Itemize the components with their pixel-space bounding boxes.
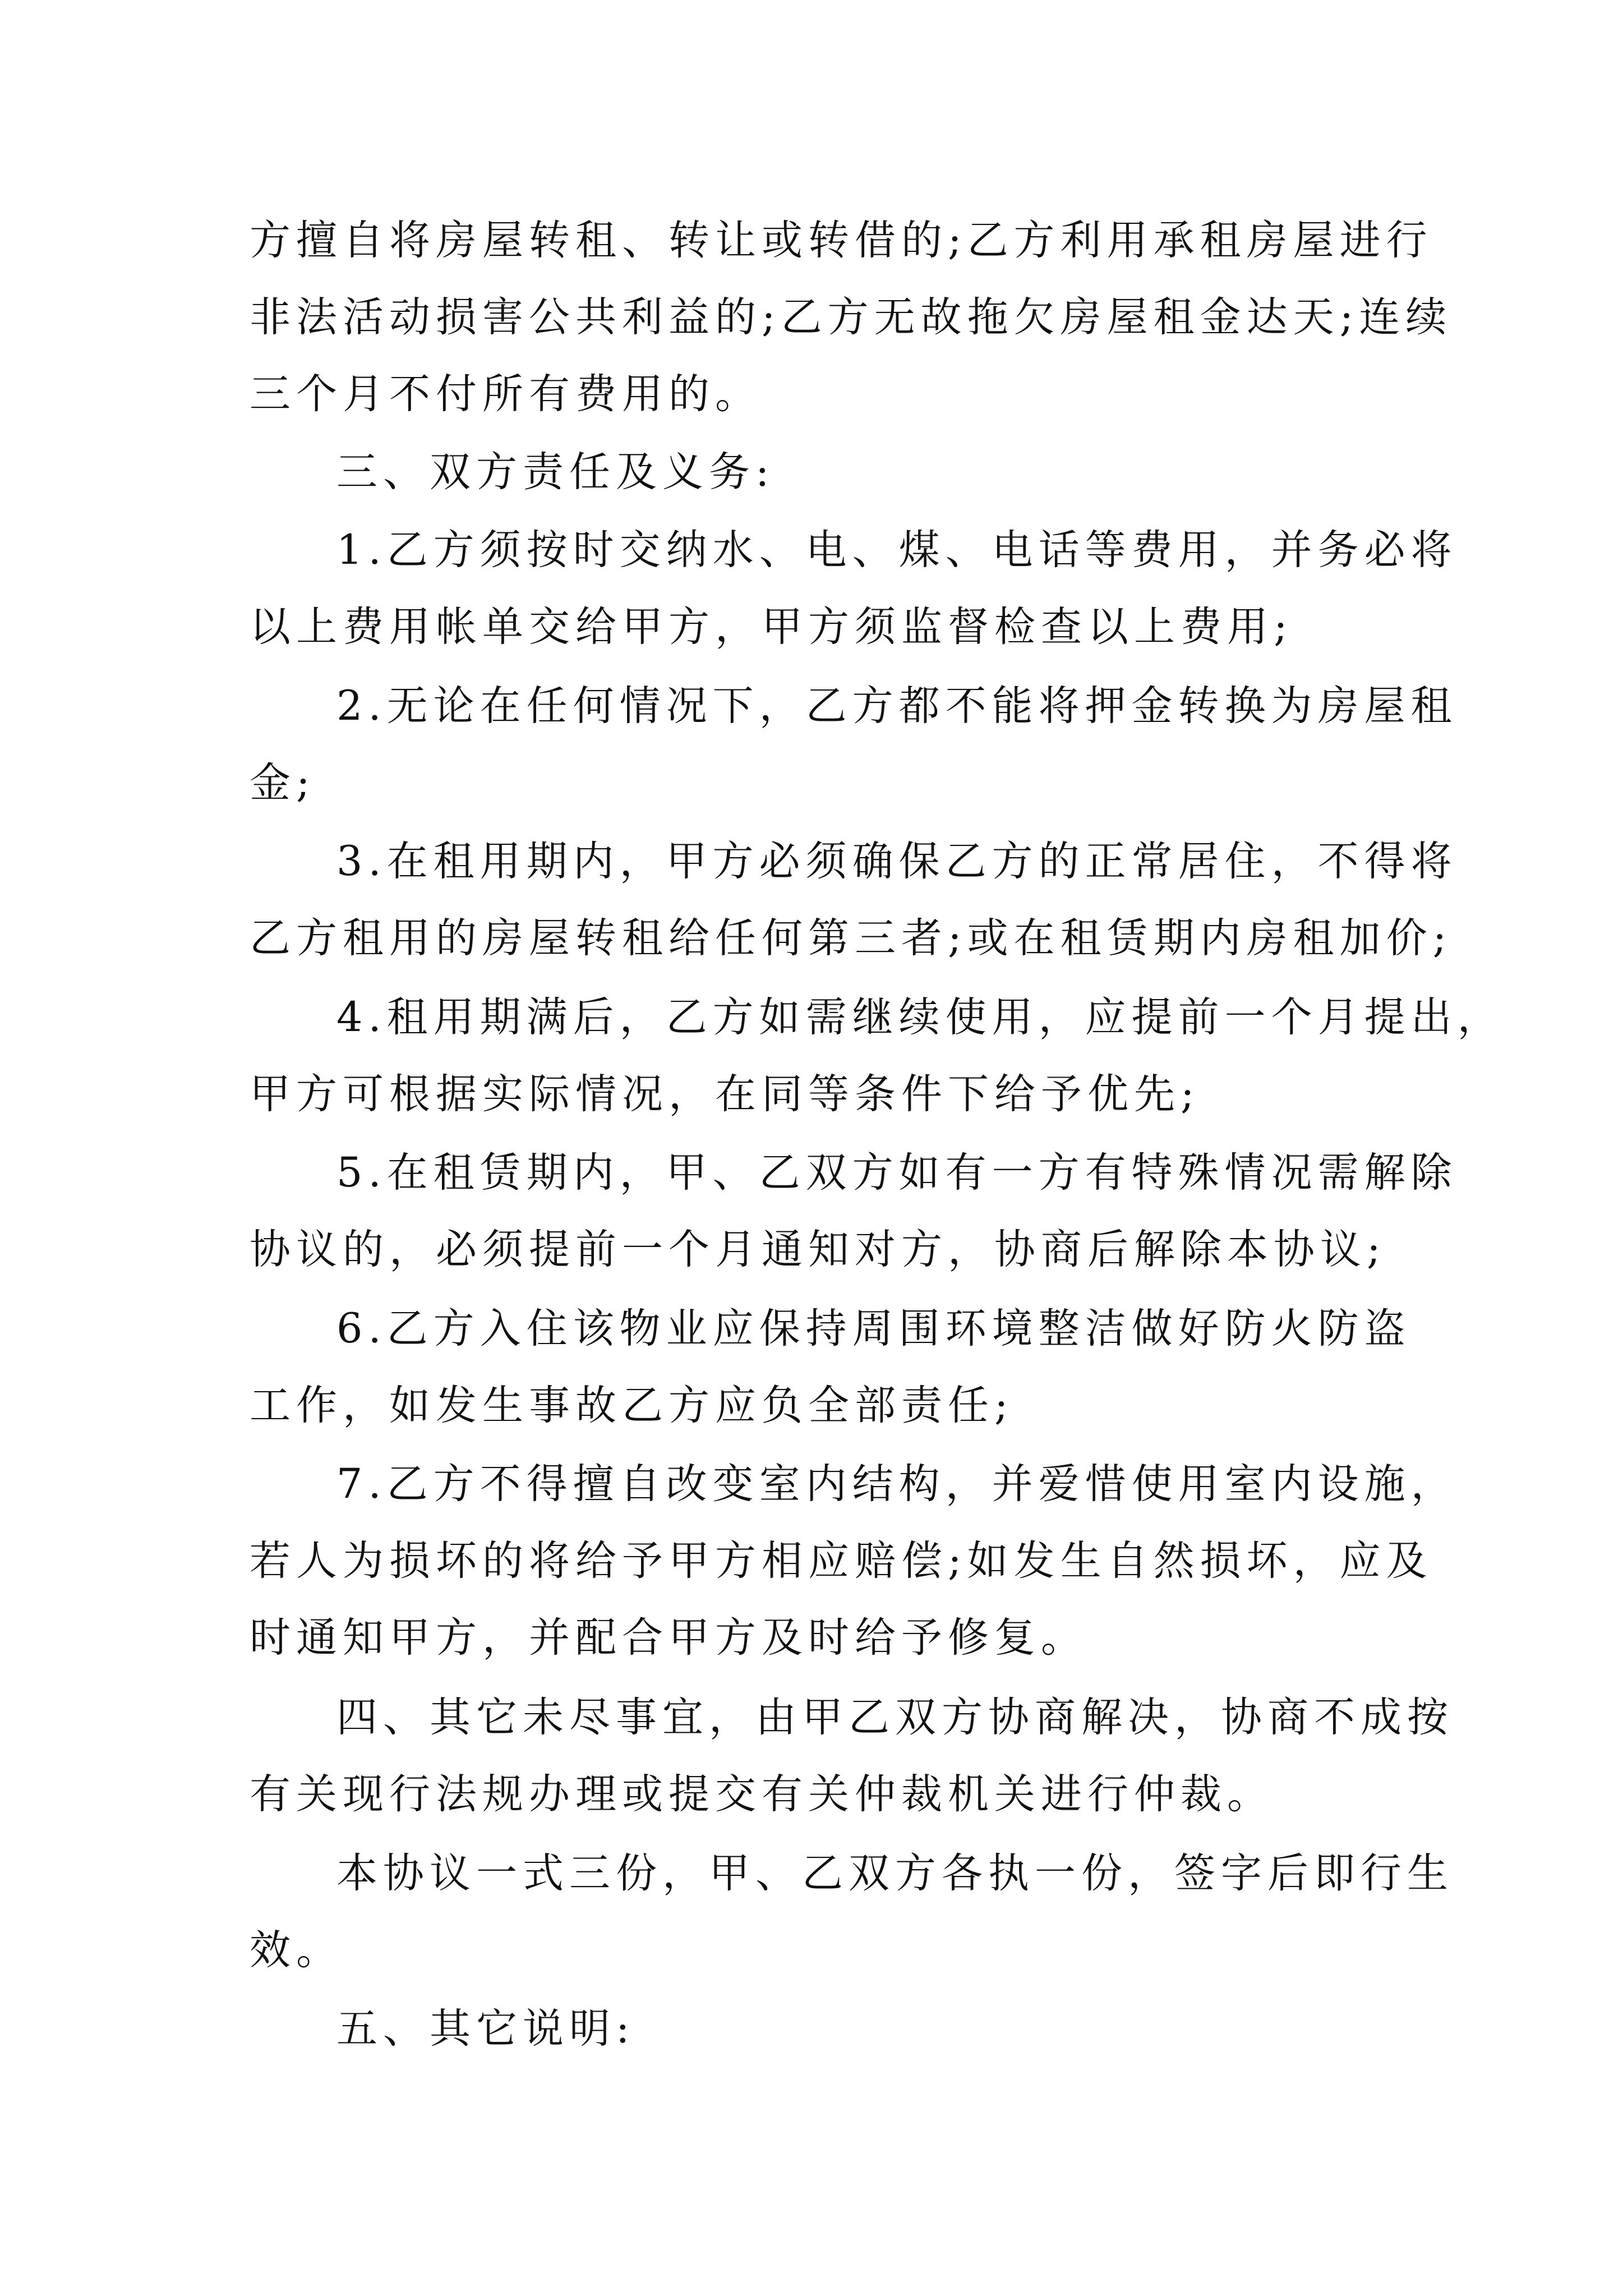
text-line: 5.在租赁期内，甲、乙双方如有一方有特殊情况需解除 — [336, 1149, 1458, 1197]
text-line: 若人为损坏的将给予甲方相应赔偿;如发生自然损坏，应及 — [250, 1537, 1433, 1585]
text-line: 7.乙方不得擅自改变室内结构，并爱惜使用室内设施， — [336, 1460, 1458, 1508]
text-line: 效。 — [250, 1926, 343, 1974]
agreement-copies-paragraph — [250, 1835, 1454, 1989]
text-line: 3.在租用期内，甲方必须确保乙方的正常居住，不得将 — [336, 838, 1458, 885]
text-line: 6.乙方入住该物业应保持周围环境整洁做好防火防盗 — [336, 1305, 1411, 1352]
clause-1 — [250, 512, 1458, 665]
clause-2 — [250, 668, 1458, 821]
text-line: 甲方可根据实际情况，在同等条件下给予优先; — [250, 1070, 1200, 1118]
clause-3 — [250, 823, 1458, 977]
text-line: 时通知甲方，并配合甲方及时给予修复。 — [250, 1614, 1087, 1662]
text-line: 方擅自将房屋转租、转让或转借的;乙方利用承租房屋进行 — [250, 217, 1433, 264]
text-line: 以上费用帐单交给甲方，甲方须监督检查以上费用; — [250, 603, 1293, 651]
text-line: 金; — [250, 759, 316, 807]
text-line: 非法活动损害公共利益的;乙方无故拖欠房屋租金达天;连续 — [250, 293, 1453, 341]
text-line: 四、其它未尽事宜，由甲乙双方协商解决，协商不成按 — [336, 1694, 1454, 1741]
clause-6 — [250, 1290, 1411, 1444]
clause-4 — [250, 979, 1504, 1133]
clause-5 — [250, 1134, 1458, 1288]
section-four — [250, 1679, 1454, 1833]
section-five-heading — [250, 1990, 1394, 2067]
text-line: 三、双方责任及义务: — [336, 448, 775, 496]
text-line: 2.无论在任何情况下，乙方都不能将押金转换为房屋租 — [336, 682, 1458, 730]
clause-7 — [250, 1446, 1458, 1676]
section-heading-three — [250, 434, 1394, 510]
text-line: 五、其它说明: — [336, 2005, 635, 2053]
text-line: 有关现行法规办理或提交有关仲裁机关进行仲裁。 — [250, 1770, 1274, 1818]
text-line: 1.乙方须按时交纳水、电、煤、电话等费用，并务必将 — [336, 526, 1458, 574]
text-line: 协议的，必须提前一个月通知对方，协商后解除本协议; — [250, 1226, 1386, 1273]
text-line: 三个月不付所有费用的。 — [250, 370, 762, 418]
text-line: 乙方租用的房屋转租给任何第三者;或在租赁期内房租加价; — [250, 914, 1453, 962]
text-line: 4.租用期满后，乙方如需继续使用，应提前一个月提出， — [336, 993, 1504, 1041]
text-line: 工作，如发生事故乙方应负全部责任; — [250, 1382, 1014, 1429]
paragraph-continuation — [250, 202, 1453, 432]
text-line: 本协议一式三份，甲、乙双方各执一份，签字后即行生 — [336, 1849, 1454, 1897]
